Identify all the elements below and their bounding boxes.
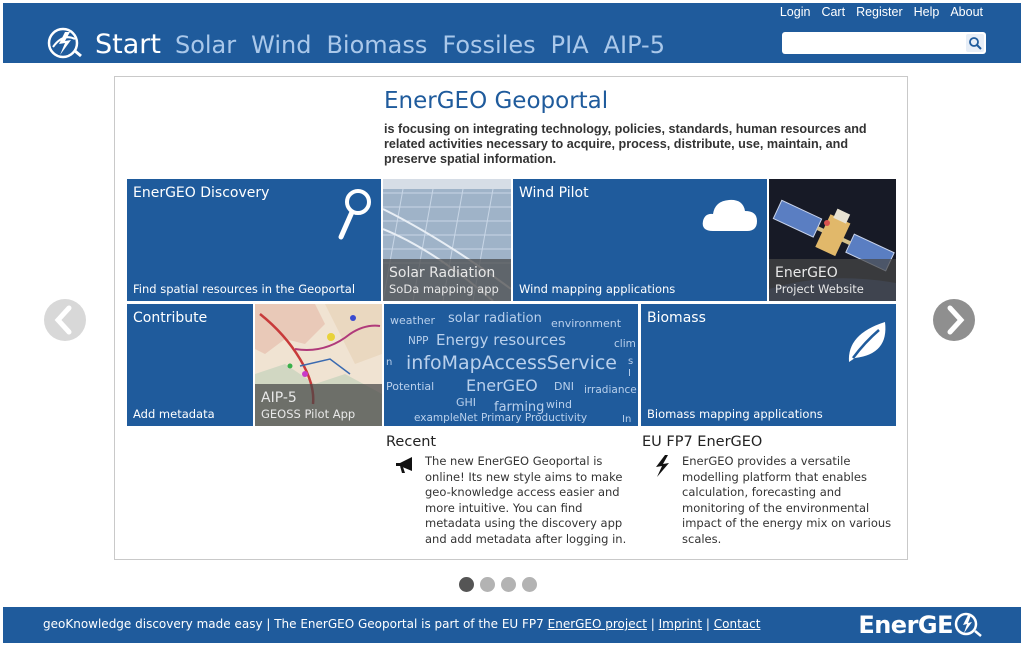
tag[interactable]: NPP (408, 335, 429, 347)
tile-energeo-project[interactable] (769, 179, 896, 301)
slide-dot[interactable] (459, 577, 474, 592)
recent-heading: Recent (386, 434, 437, 450)
tile-title: Solar Radiation (389, 265, 496, 281)
lightning-icon (653, 455, 671, 477)
main-nav (95, 29, 680, 60)
footer-text (43, 617, 760, 631)
cart-link[interactable]: Cart (821, 5, 846, 19)
tile-subtitle: Find spatial resources in the Geoportal (133, 282, 356, 296)
tag[interactable]: solar radiation (448, 311, 542, 326)
tile-contribute[interactable] (127, 304, 253, 426)
chevron-right-icon (933, 299, 975, 341)
megaphone-icon (394, 455, 416, 475)
eu-heading: EU FP7 EnerGEO (642, 434, 763, 450)
footer-logo-text: EnerGE (858, 611, 953, 639)
imprint-link[interactable]: Imprint (658, 617, 703, 631)
tag[interactable]: Energy resources (436, 331, 566, 349)
tag[interactable]: clim (614, 338, 636, 350)
login-link[interactable]: Login (779, 5, 811, 19)
tile-aip5[interactable] (255, 304, 382, 426)
tile-title: EnerGEO Discovery (133, 185, 270, 201)
tile-subtitle: Add metadata (133, 407, 215, 421)
tile-subtitle: Wind mapping applications (519, 282, 676, 296)
tag[interactable]: s (628, 356, 634, 367)
search-button[interactable] (966, 34, 984, 52)
leaf-icon (845, 320, 889, 364)
energeo-project-link[interactable]: EnerGEO project (547, 617, 647, 631)
tag[interactable]: GHI (456, 396, 477, 409)
tile-subtitle: GEOSS Pilot App (261, 407, 356, 421)
tag[interactable]: In (622, 414, 632, 425)
carousel-indicators (459, 577, 537, 592)
nav-wind[interactable]: Wind (251, 31, 312, 59)
nav-aip5[interactable]: AIP-5 (603, 31, 665, 59)
tag[interactable]: farming (494, 400, 545, 415)
eu-text: EnerGEO provides a versatile modelling platform that enables calculation, forecasting and monitoring of the environmental impact of the energy mix on various scales. (682, 454, 892, 546)
tile-title: AIP-5 (261, 390, 297, 406)
footer-separator: | (650, 617, 655, 631)
cloud-icon (701, 193, 759, 233)
page-title: EnerGEO Geoportal (384, 88, 609, 114)
slide-dot[interactable] (501, 577, 516, 592)
energeo-footer-logo[interactable] (858, 611, 983, 639)
header-bar (3, 3, 1021, 63)
search-icon (966, 34, 984, 52)
top-links (769, 5, 983, 19)
tile-title: Biomass (647, 310, 706, 326)
tile-subtitle: Biomass mapping applications (647, 407, 823, 421)
help-link[interactable]: Help (913, 5, 940, 19)
slide-dot[interactable] (480, 577, 495, 592)
search-box (782, 32, 986, 54)
chevron-left-icon (44, 299, 86, 341)
tagline: is focusing on integrating technology, policies, standards, human resources and related activities necessary to acquire, process, distribute, use, maintain, and preserve spatial information. (384, 122, 867, 166)
contact-link[interactable]: Contact (713, 617, 761, 631)
tile-title: EnerGEO (775, 265, 838, 281)
tag[interactable]: environment (551, 317, 622, 330)
tile-wind-pilot[interactable] (513, 179, 767, 301)
tag[interactable]: infoMapAccessService (406, 352, 617, 374)
footer-separator: | (705, 617, 710, 631)
nav-start[interactable]: Start (95, 29, 161, 60)
tile-tag-cloud (384, 304, 638, 426)
tag[interactable]: irradiance (584, 384, 637, 396)
carousel-panel (114, 76, 908, 560)
register-link[interactable]: Register (856, 5, 903, 19)
search-input[interactable] (786, 34, 962, 52)
nav-biomass[interactable]: Biomass (326, 31, 428, 59)
recent-text: The new EnerGEO Geoportal is online! Its new style aims to make geo-knowledge access easier and more intuitive. You can find metadata using the discovery app and add metadata after logging in. (425, 454, 627, 546)
tile-biomass[interactable] (641, 304, 896, 426)
tag[interactable]: wind (546, 398, 573, 411)
slide-dot[interactable] (522, 577, 537, 592)
tag[interactable]: DNI (554, 380, 574, 393)
tile-subtitle: SoDa mapping app (389, 282, 499, 296)
tile-discovery[interactable] (127, 179, 381, 301)
energeo-logo-icon[interactable] (45, 25, 83, 61)
nav-solar[interactable]: Solar (174, 31, 237, 59)
nav-pia[interactable]: PIA (550, 31, 589, 59)
tag[interactable]: weather (390, 314, 436, 327)
tile-subtitle: Project Website (775, 282, 864, 296)
carousel-next-button[interactable] (933, 299, 975, 341)
tile-title: Wind Pilot (519, 185, 589, 201)
footer (3, 607, 1021, 643)
footer-tagline: geoKnowledge discovery made easy | The EnerGEO Geoportal is part of the EU FP7 (43, 617, 544, 631)
tag[interactable]: n (386, 357, 393, 368)
tile-title: Contribute (133, 310, 208, 326)
tag[interactable]: EnerGEO (466, 376, 538, 395)
carousel-prev-button[interactable] (44, 299, 86, 341)
magnifier-icon (333, 187, 373, 241)
tag[interactable]: exampleNet Primary Productivity (414, 412, 588, 424)
tag[interactable]: Potential (386, 380, 435, 393)
energeo-logo-icon (953, 611, 983, 637)
tile-solar-radiation[interactable] (383, 179, 511, 301)
about-link[interactable]: About (950, 5, 983, 19)
nav-fossiles[interactable]: Fossiles (442, 31, 536, 59)
tag[interactable]: I (628, 368, 631, 379)
